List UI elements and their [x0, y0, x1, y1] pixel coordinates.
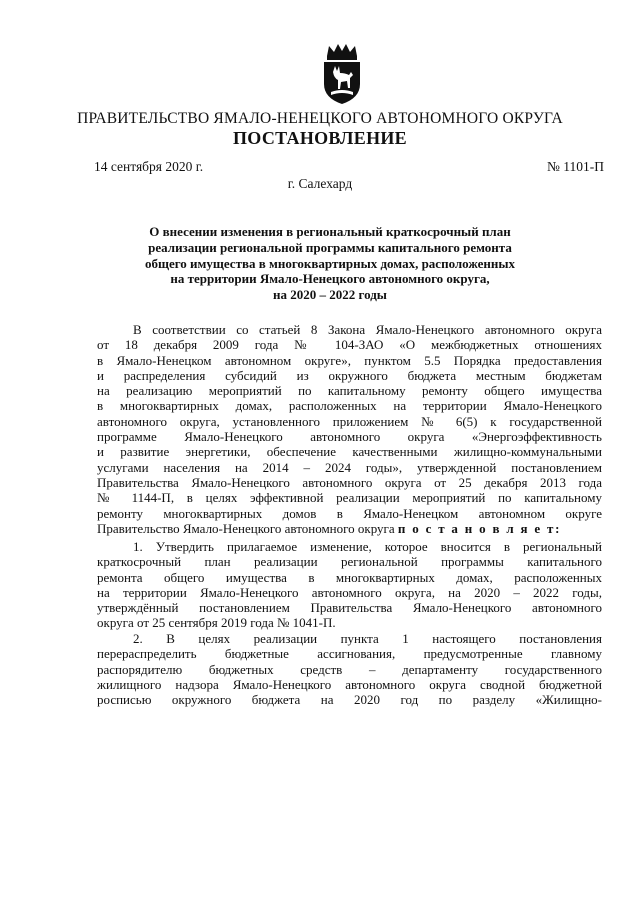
item-line: утверждённый постановлением Правительства Ямало-Ненецкого автономного: [97, 600, 602, 616]
preamble-line: на реализацию мероприятий по капитальному ремонту общего имущества: [97, 383, 602, 399]
document-subject: [100, 224, 560, 303]
document-number: № 1101-П: [547, 159, 604, 174]
preamble-line: № 1144-П, в целях эффективной реализации мероприятий по капитальному: [97, 490, 602, 506]
preamble-paragraph: [97, 322, 602, 536]
preamble-line: [97, 521, 602, 536]
item-1-paragraph: [97, 539, 602, 631]
preamble-line: программе Ямало-Ненецкого автономного округа «Энергоэффективность: [97, 429, 602, 445]
government-name: ПРАВИТЕЛЬСТВО ЯМАЛО-НЕНЕЦКОГО АВТОНОМНОГО ОКРУГА: [77, 110, 563, 127]
coat-of-arms-icon: [319, 42, 365, 106]
item-line: распорядителю бюджетных средств – департаменту государственного: [97, 661, 602, 677]
item-line: округа от 25 сентября 2019 года № 1041-П.: [97, 615, 336, 631]
item-line: на территории Ямало-Ненецкого автономного округа, на 2020 – 2022 годы,: [97, 584, 602, 600]
subject-line: на территории Ямало-Ненецкого автономного округа,: [170, 271, 490, 287]
item-line: 2. В целях реализации пункта 1 настоящего постановления: [133, 631, 602, 646]
item-2-paragraph: [97, 631, 602, 707]
preamble-line: Правительства Ямало-Ненецкого автономного округа от 25 декабря 2013 года: [97, 474, 602, 490]
preamble-line: В соответствии со статьей 8 Закона Ямало-Ненецкого автономного округа: [133, 322, 602, 337]
preamble-line: автономного округа, установленного приложением № 6(5) к государственной: [97, 413, 602, 429]
subject-line: на 2020 – 2022 годы: [273, 287, 387, 303]
subject-line: общего имущества в многоквартирных домах, расположенных: [144, 255, 516, 271]
document-city: г. Салехард: [287, 176, 353, 191]
item-line: жилищного надзора Ямало-Ненецкого автономного округа сводной бюджетной: [97, 676, 602, 692]
preamble-line: услугами населения на 2014 – 2024 годы», утвержденной постановлением: [97, 459, 602, 475]
preamble-line: и развитие энергетики, обеспечение качественными жилищно-коммунальными: [97, 444, 602, 460]
preamble-line: в многоквартирных домах, расположенных на территории Ямало-Ненецкого: [97, 398, 602, 414]
preamble-line: ремонту многоквартирных домов в Ямало-Ненецком автономном округе: [97, 505, 602, 521]
preamble-final: Правительство Ямало-Ненецкого автономного округа: [97, 520, 395, 536]
subject-line: реализации региональной программы капитального ремонта: [148, 239, 512, 255]
item-line: перераспределить бюджетные ассигнования, предусмотренные главному: [97, 646, 602, 662]
item-line: росписью окружного бюджета на 2020 год по разделу «Жилищно-: [97, 692, 602, 708]
item-line: 1. Утвердить прилагаемое изменение, которое вносится в региональный: [133, 539, 602, 554]
preamble-line: в Ямало-Ненецком автономном округе», пунктом 5.5 Порядка предоставления: [97, 352, 602, 368]
preamble-line: от 18 декабря 2009 года № 104-ЗАО «О межбюджетных отношениях: [97, 337, 602, 353]
document-type: ПОСТАНОВЛЕНИЕ: [233, 128, 407, 148]
preamble-line: и распределения субсидий из окружного бюджета местным бюджетам: [97, 367, 602, 383]
item-line: ремонта общего имущества в многоквартирных домах, расположенных: [97, 569, 602, 585]
subject-line: О внесении изменения в региональный краткосрочный план: [149, 224, 511, 239]
document-date: 14 сентября 2020 г.: [94, 159, 204, 174]
item-line: краткосрочный план реализации региональной программы капитального: [97, 554, 602, 570]
resolves-word: п о с т а н о в л я е т:: [397, 520, 562, 536]
